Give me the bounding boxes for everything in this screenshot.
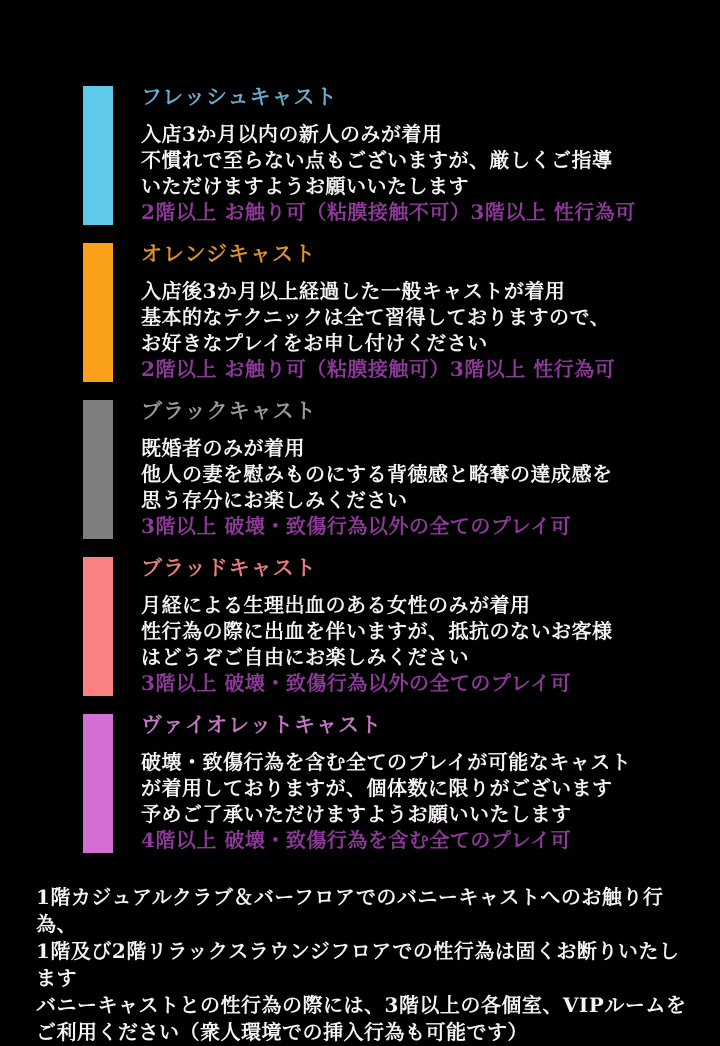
blood-cast-title: ブラッドキャスト	[141, 555, 317, 580]
fresh-description-line: 不慣れで至らない点もございますが、厳しくご指導	[141, 148, 613, 172]
violet-color-bar	[83, 714, 113, 853]
cast-section-blood	[83, 557, 683, 696]
black-description-line: 他人の妻を慰みものにする背徳感と略奪の達成感を	[141, 462, 613, 486]
fresh-description-line: いただけますようお願いいたします	[141, 174, 469, 198]
cast-rules-list	[83, 86, 683, 871]
black-color-bar	[83, 400, 113, 539]
cast-section-black	[83, 400, 683, 539]
violet-cast-title: ヴァイオレットキャスト	[141, 712, 382, 737]
violet-description-line: 破壊・致傷行為を含む全てのプレイが可能なキャスト	[141, 750, 632, 774]
violet-description-line: 予めご了承いただけますようお願いいたします	[141, 802, 572, 826]
cast-section-violet	[83, 714, 683, 853]
black-description-line: 既婚者のみが着用	[141, 436, 305, 460]
orange-floor-rule: 2階以上 お触り可（粘膜接触可）3階以上 性行為可	[141, 357, 616, 381]
blood-description-line: はどうぞご自由にお楽しみください	[141, 645, 469, 669]
orange-description-line: 入店後3か月以上経過した一般キャストが着用	[141, 279, 566, 303]
orange-description-line: 基本的なテクニックは全て習得しておりますので、	[141, 305, 611, 329]
black-description-line: 思う存分にお楽しみください	[141, 488, 408, 512]
black-floor-rule: 3階以上 破壊・致傷行為以外の全てのプレイ可	[141, 514, 572, 538]
floor-policy-notice	[36, 884, 696, 1046]
blood-description-line: 性行為の際に出血を伴いますが、抵抗のないお客様	[141, 619, 613, 643]
fresh-cast-title: フレッシュキャスト	[141, 84, 338, 109]
notice-line: 1階及び2階リラックスラウンジフロアでの性行為は固くお断りいたします	[36, 939, 680, 990]
notice-line: バニーキャストとの性行為の際には、3階以上の各個室、VIPルームを	[36, 993, 687, 1017]
fresh-color-bar	[83, 86, 113, 225]
cast-section-fresh	[83, 86, 683, 225]
notice-line: 1階カジュアルクラブ＆バーフロアでのバニーキャストへのお触り行為、	[36, 885, 664, 936]
blood-color-bar	[83, 557, 113, 696]
blood-description-line: 月経による生理出血のある女性のみが着用	[141, 593, 531, 617]
violet-floor-rule: 4階以上 破壊・致傷行為を含む全てのプレイ可	[141, 828, 572, 852]
blood-floor-rule: 3階以上 破壊・致傷行為以外の全てのプレイ可	[141, 671, 572, 695]
notice-line: ご利用ください（衆人環境での挿入行為も可能です）	[36, 1020, 528, 1044]
orange-description-line: お好きなプレイをお申し付けください	[141, 331, 488, 355]
cast-section-orange	[83, 243, 683, 382]
violet-description-line: が着用しておりますが、個体数に限りがございます	[141, 776, 613, 800]
fresh-floor-rule: 2階以上 お触り可（粘膜接触不可）3階以上 性行為可	[141, 200, 636, 224]
fresh-description-line: 入店3か月以内の新人のみが着用	[141, 122, 443, 146]
black-cast-title: ブラックキャスト	[141, 398, 317, 423]
orange-cast-title: オレンジキャスト	[141, 241, 316, 266]
orange-color-bar	[83, 243, 113, 382]
